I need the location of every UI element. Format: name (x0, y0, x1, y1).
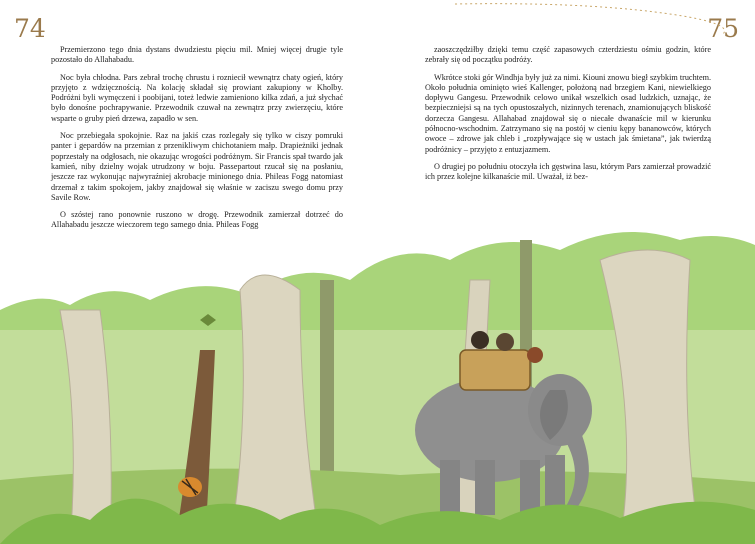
tiger (178, 477, 202, 497)
paragraph: Wkrótce stoki gór Windhja były już za nimi. Kiouni znowu biegł szybkim truchtem. Około południa ominięto wieś Kallenger, położoną nad brzegiem Kani, niewielkiego dopływu Gangesu. Przewodnik celowo unikał wszelkich osad ludzkich, uznając, że bezpieczniejsi są na tych opustoszałych, nizinnych terenach, znamionujących bliskość dorzecza Gangesu. Allahabad znajdował się o niecałe dwanaście mil w kierunku północno-wschodnim. Zatrzymano się na postój w cieniu kępy bananowców, których owoce – zdrowe jak chleb i „rozpływające się w ustach jak śmietana”, jak twierdzą podróżnicy – przyjęto z entuzjazmem. (425, 72, 711, 154)
page-number-right: 75 (707, 14, 739, 43)
rider (527, 347, 543, 363)
paragraph: O szóstej rano ponownie ruszono w drogę. Przewodnik zamierzał dotrzeć do Allahabadu jeszcze wieczorem tego samego dnia. Phileas Fogg (51, 210, 343, 230)
tree-trunk (320, 280, 334, 480)
decorative-dotted-line (455, 0, 725, 40)
left-page-text (51, 45, 343, 238)
paragraph: Przemierzono tego dnia dystans dwudziestu pięciu mil. Mniej więcej drugie tyle pozostało do Allahabadu. (51, 45, 343, 65)
right-page-text (425, 45, 711, 190)
paragraph: Noc przebiegała spokojnie. Raz na jakiś czas rozlegały się tylko w ciszy pomruki panter i gepardów na przemian z przenikliwym chichotaniem małp. Drapieżniki jednak poprzestały na odgłosach, nie okazując wrogości podróżnym. Sir Francis spał twardo jak kamień, niby dzielny wojak utrudzony w boju. Passepartout rzucał się na posłaniu, jeszcze raz wykonując najwyraźniej akrobacje minionego dnia. Phileas Fogg natomiast drzemał z takim spokojem, jakby znajdował się właśnie w zaciszu swego domu przy Savile Row. (51, 131, 343, 202)
rider (471, 331, 489, 349)
page-number-left: 74 (14, 14, 46, 43)
paragraph: Noc była chłodna. Pars zebrał trochę chrustu i rozniecił wewnątrz chaty ogień, który przyjęto z wdzięcznością. Na kolację składał się prowiant zakupiony w Kholby. Podróżni byli wymęczeni i poobijani, toteż ledwie zamieniono kilka zdań, a już słychać było donośne pochrapywanie. Przewodnik czuwał na zewnątrz przy zwierzęciu, które wsparte o gruby pień drzewa, zapadło w sen. (51, 72, 343, 123)
paragraph: zaoszczędziłby dzięki temu część zapasowych czterdziestu ośmiu godzin, które zebrały się od początku podróży. (425, 45, 711, 65)
rider (496, 333, 514, 351)
paragraph: O drugiej po południu otoczyła ich gęstwina lasu, którym Pars zamierzał prowadzić ich przez kolejne kilkanaście mil. Uważał, iż bez- (425, 161, 711, 182)
jungle-elephant-illustration (0, 220, 755, 544)
